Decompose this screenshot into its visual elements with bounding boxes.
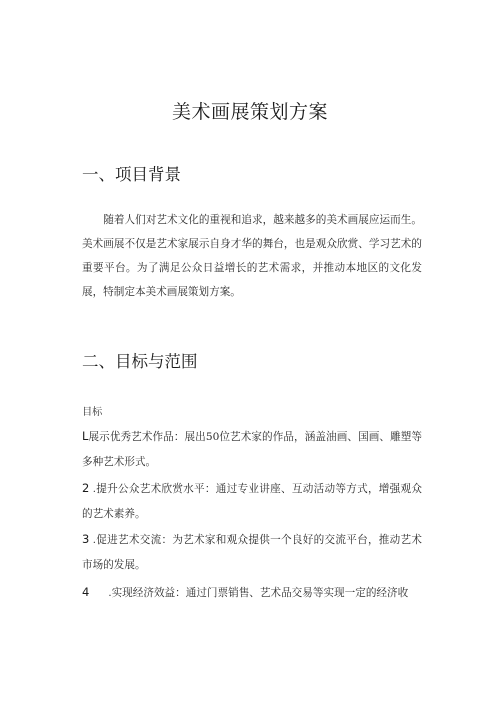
section-heading-background: 一、项目背景 bbox=[82, 165, 181, 184]
goal-item-text: 促进艺术交流：为艺术家和观众提供一个良好的交流平台，推动艺术市场的发展。 bbox=[82, 534, 423, 571]
goal-item-1 bbox=[82, 424, 422, 474]
goal-item-3 bbox=[82, 527, 422, 577]
goal-item-number: 2 bbox=[82, 481, 90, 495]
goal-item-number: L bbox=[82, 429, 89, 443]
document-title: 美术画展策划方案 bbox=[171, 101, 328, 123]
goal-item-text: 实现经济效益：通过门票销售、艺术品交易等实现一定的经济收 bbox=[111, 587, 409, 599]
background-paragraph: 随着人们对艺术文化的重视和追求，越来越多的美术画展应运而生。美术画展不仅是艺术家展示自身才华的舞台，也是观众欣赏、学习艺术的重要平台。为了满足公众日益增长的艺术需求，并推动本地区的文化发展，特制定本美术画展策划方案。 bbox=[82, 214, 422, 298]
goal-item-number: 4 bbox=[82, 585, 90, 599]
goal-item-4 bbox=[82, 580, 422, 606]
goal-item-separator: . bbox=[89, 535, 96, 546]
section-heading-goals-scope: 二、目标与范围 bbox=[82, 352, 198, 371]
goal-item-text: 展示优秀艺术作品：展出50位艺术家的作品，涵盖油画、国画、雕塑等多种艺术形式。 bbox=[82, 431, 422, 468]
goal-item-2 bbox=[82, 476, 422, 526]
goals-label: 目标 bbox=[82, 407, 103, 418]
goal-item-text: 提升公众艺术欣赏水平：通过专业讲座、互动活动等方式，增强观众的艺术素养。 bbox=[82, 483, 423, 520]
goal-item-separator: . bbox=[89, 588, 112, 599]
goal-item-number: 3 bbox=[82, 532, 90, 546]
goal-item-separator: . bbox=[89, 484, 96, 495]
